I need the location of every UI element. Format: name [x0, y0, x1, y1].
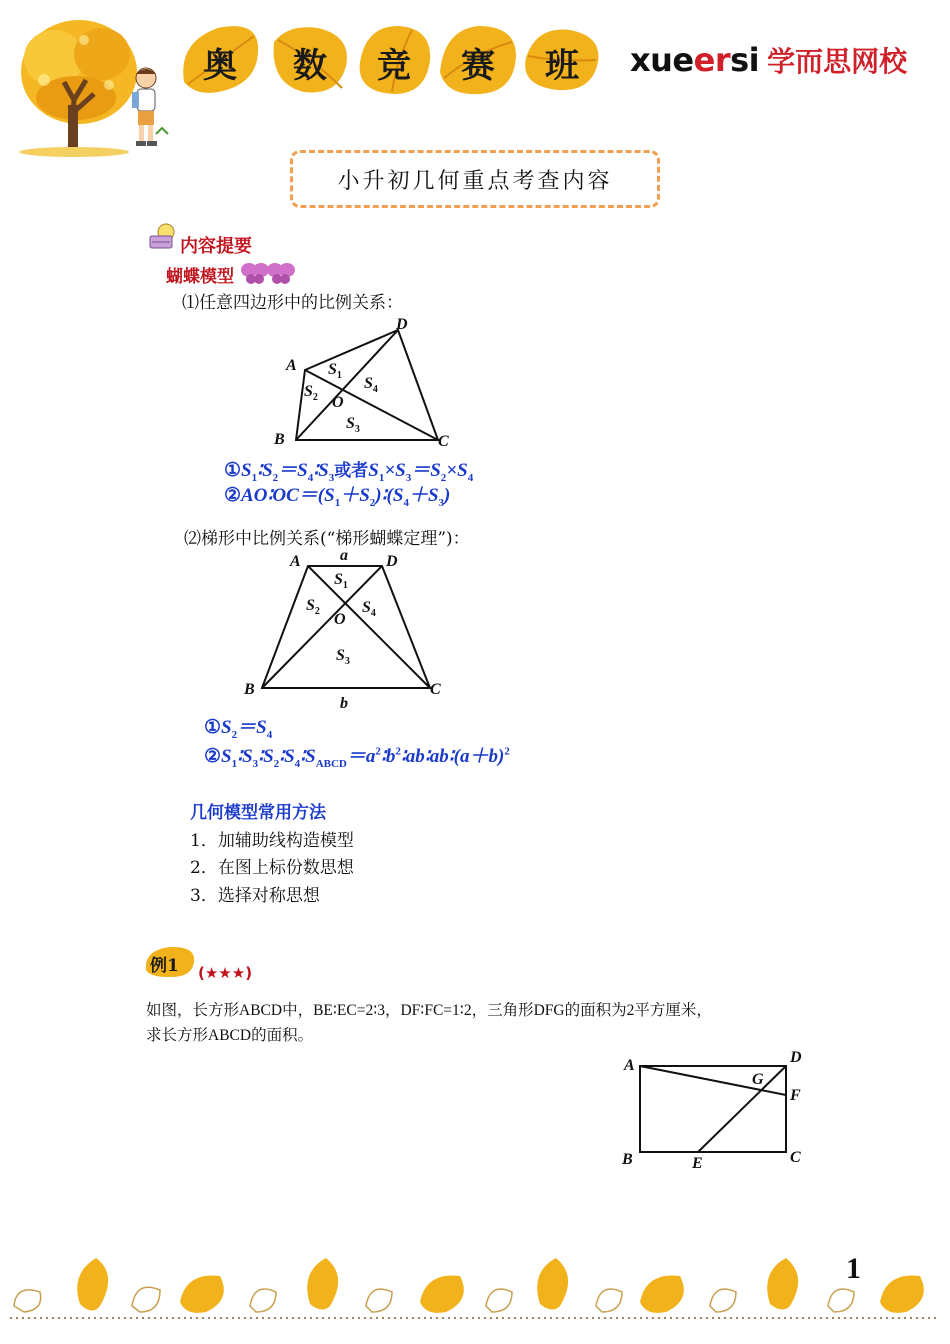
title-char: 竞 [377, 46, 411, 86]
example-text-line1: 如图，长方形ABCD中，BE∶EC=2∶3，DF∶FC=1∶2，三角形DFG的面积为2平方厘米， [146, 1002, 712, 1019]
label-S1: $S_1$ [334, 571, 348, 591]
quadrilateral-diagram [260, 312, 480, 452]
bulb-icon [146, 222, 180, 252]
label-C: C [430, 681, 441, 698]
label-B: B [274, 431, 285, 448]
rectangle-diagram [614, 1044, 814, 1174]
label-B: B [622, 1151, 633, 1168]
page-number: 1 [846, 1252, 861, 1285]
example-badge: 例1 [150, 956, 179, 976]
boy-illustration [128, 64, 172, 154]
label-S2: $S_2$ [306, 597, 320, 617]
label-S1: $S_1$ [328, 361, 342, 381]
method-item: 3．选择对称思想 [190, 886, 320, 906]
label-E: E [692, 1155, 703, 1172]
formula-trap-1: $①S_2=S_4$ [204, 717, 273, 741]
example-text-line2: 求长方形ABCD的面积。 [146, 1027, 314, 1044]
title-leaf-4 [436, 22, 520, 96]
label-D: D [790, 1049, 802, 1066]
method-item: 2．在图上标份数思想 [190, 858, 354, 878]
label-C: C [790, 1149, 801, 1166]
title-leaf-3 [352, 22, 436, 96]
method-item: 1．加辅助线构造模型 [190, 831, 354, 851]
label-a: a [340, 547, 348, 564]
title-char: 班 [545, 46, 579, 86]
label-A: A [290, 553, 301, 570]
part1-label: ⑴任意四边形中的比例关系： [182, 293, 403, 313]
label-S3: $S_3$ [336, 647, 350, 667]
label-A: A [286, 357, 297, 374]
label-F: F [790, 1087, 801, 1104]
formula-quad-2: $②AO∶OC=(S_1+S_2)∶(S_4+S_3)$ [224, 485, 451, 509]
label-B: B [244, 681, 255, 698]
trapezoid-diagram [236, 546, 466, 712]
brand-cn: 学而思网校 [767, 45, 908, 78]
title-leaf-5 [520, 22, 604, 96]
title-char: 奥 [203, 46, 237, 86]
label-S2: $S_2$ [304, 383, 318, 403]
label-D: D [396, 316, 408, 333]
formula-trap-2: $②S_1∶S_3∶S_2∶S_4∶S_{ABCD}=a^2∶b^2∶ab∶ab∶(a+b)^2$ [204, 745, 510, 770]
title-char: 数 [293, 46, 327, 86]
difficulty-stars: (★★★) [198, 964, 253, 982]
part2-label: ⑵梯形中比例关系(“梯形蝴蝶定理”)： [184, 529, 470, 549]
label-C: C [438, 433, 449, 450]
label-G: G [752, 1071, 764, 1088]
label-D: D [386, 553, 398, 570]
butterfly-model-heading: 蝴蝶模型 [166, 267, 234, 287]
label-O: O [332, 394, 344, 411]
label-S4: $S_4$ [362, 599, 376, 619]
document-title: 小升初几何重点考查内容 [290, 150, 660, 208]
label-b: b [340, 695, 348, 712]
label-S3: $S_3$ [346, 415, 360, 435]
title-leaf-2 [268, 22, 352, 96]
section-heading: 内容提要 [180, 236, 252, 257]
formula-quad-1: $①S_1∶S_2=S_4∶S_3$或者$S_1\times S_3=S_2\times S_4$ [224, 460, 474, 484]
label-O: O [334, 611, 346, 628]
label-S4: $S_4$ [364, 375, 378, 395]
label-A: A [624, 1057, 635, 1074]
butterfly-icon [240, 260, 296, 286]
footer-leaf-border [0, 1254, 950, 1334]
title-leaf-1 [178, 22, 262, 96]
brand-logo: xueersi 学而思网校 [630, 41, 908, 79]
methods-heading: 几何模型常用方法 [190, 803, 326, 823]
title-char: 赛 [461, 46, 495, 86]
